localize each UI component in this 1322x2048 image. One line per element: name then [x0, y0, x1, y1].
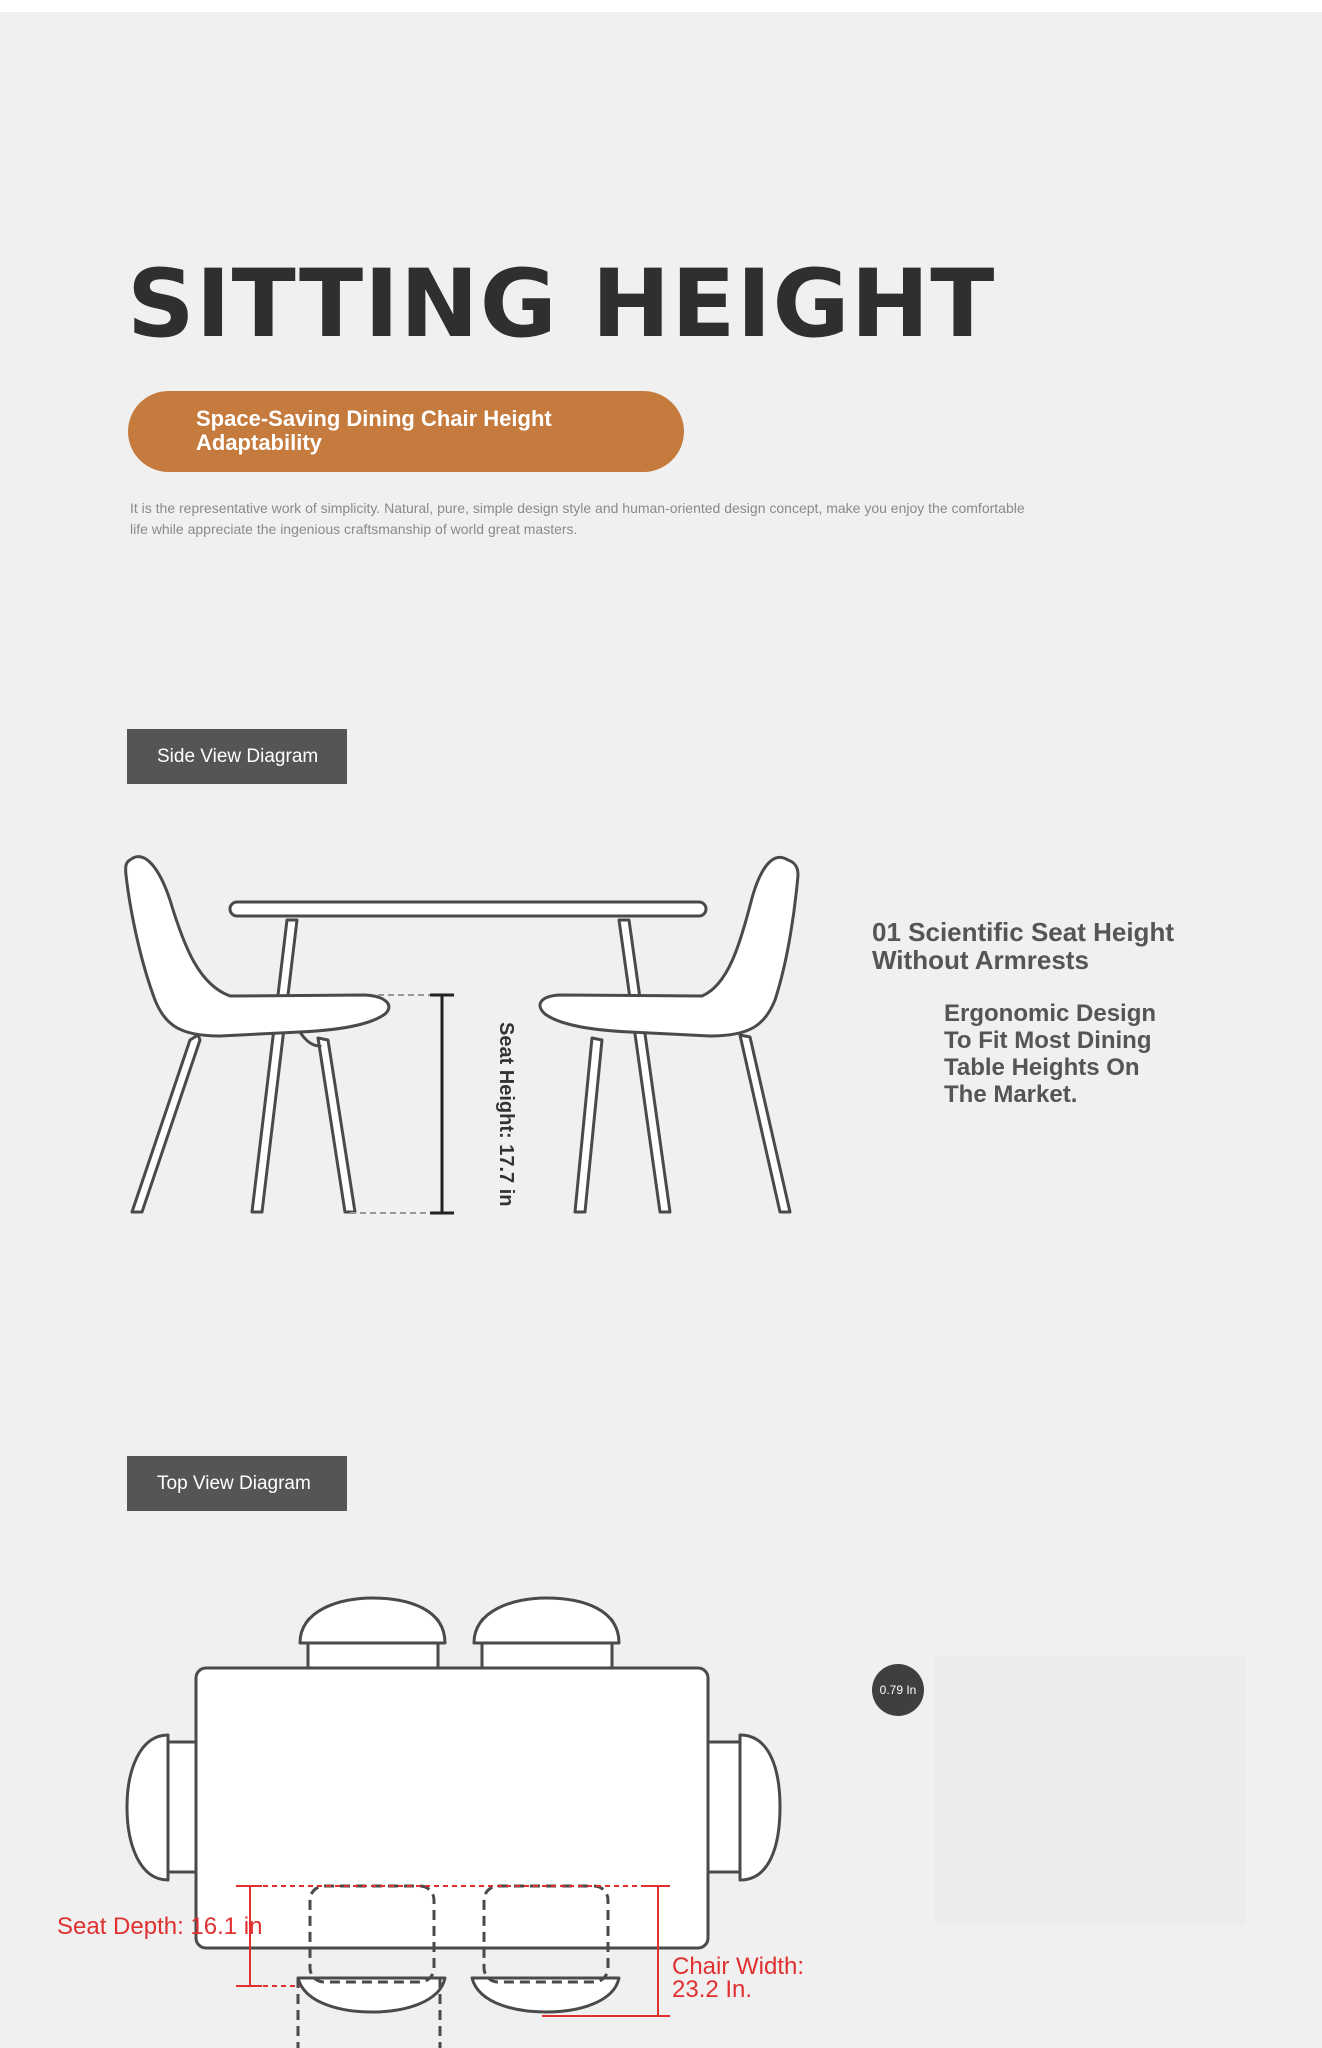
seat-height-label: Seat Height: 17.7 in — [495, 1022, 517, 1207]
subtitle-text: Space-Saving Dining Chair Height Adaptability — [196, 406, 552, 455]
feature-title: 01 Scientific Seat Height Without Armrests — [872, 917, 1174, 975]
faint-image-card — [934, 1655, 1246, 1925]
seat-depth-label: Seat Depth: 16.1 in — [57, 1913, 263, 1940]
page-title: SITTING HEIGHT — [127, 250, 996, 359]
side-view-table — [230, 902, 706, 1212]
seat-height-dimension — [350, 995, 440, 1213]
side-view-tag: Side View Diagram — [127, 729, 347, 784]
top-view-tag: Top View Diagram — [127, 1456, 347, 1511]
top-view-chair-left — [127, 1735, 200, 1880]
feature-description: Ergonomic Design To Fit Most Dining Table Heights On The Market. — [944, 1000, 1157, 1108]
top-view-chair-right — [704, 1735, 780, 1880]
description-text: It is the representative work of simplicity. Natural, pure, simple design style and human-oriented design concept, make you enjoy the comfortable life while appreciate the ingenious craftsmanship of world great masters. — [130, 500, 1025, 537]
top-view-table — [196, 1668, 708, 1948]
measurement-badge: 0.79 In — [872, 1664, 924, 1716]
chair-width-label: Chair Width: 23.2 In. — [672, 1953, 805, 2003]
